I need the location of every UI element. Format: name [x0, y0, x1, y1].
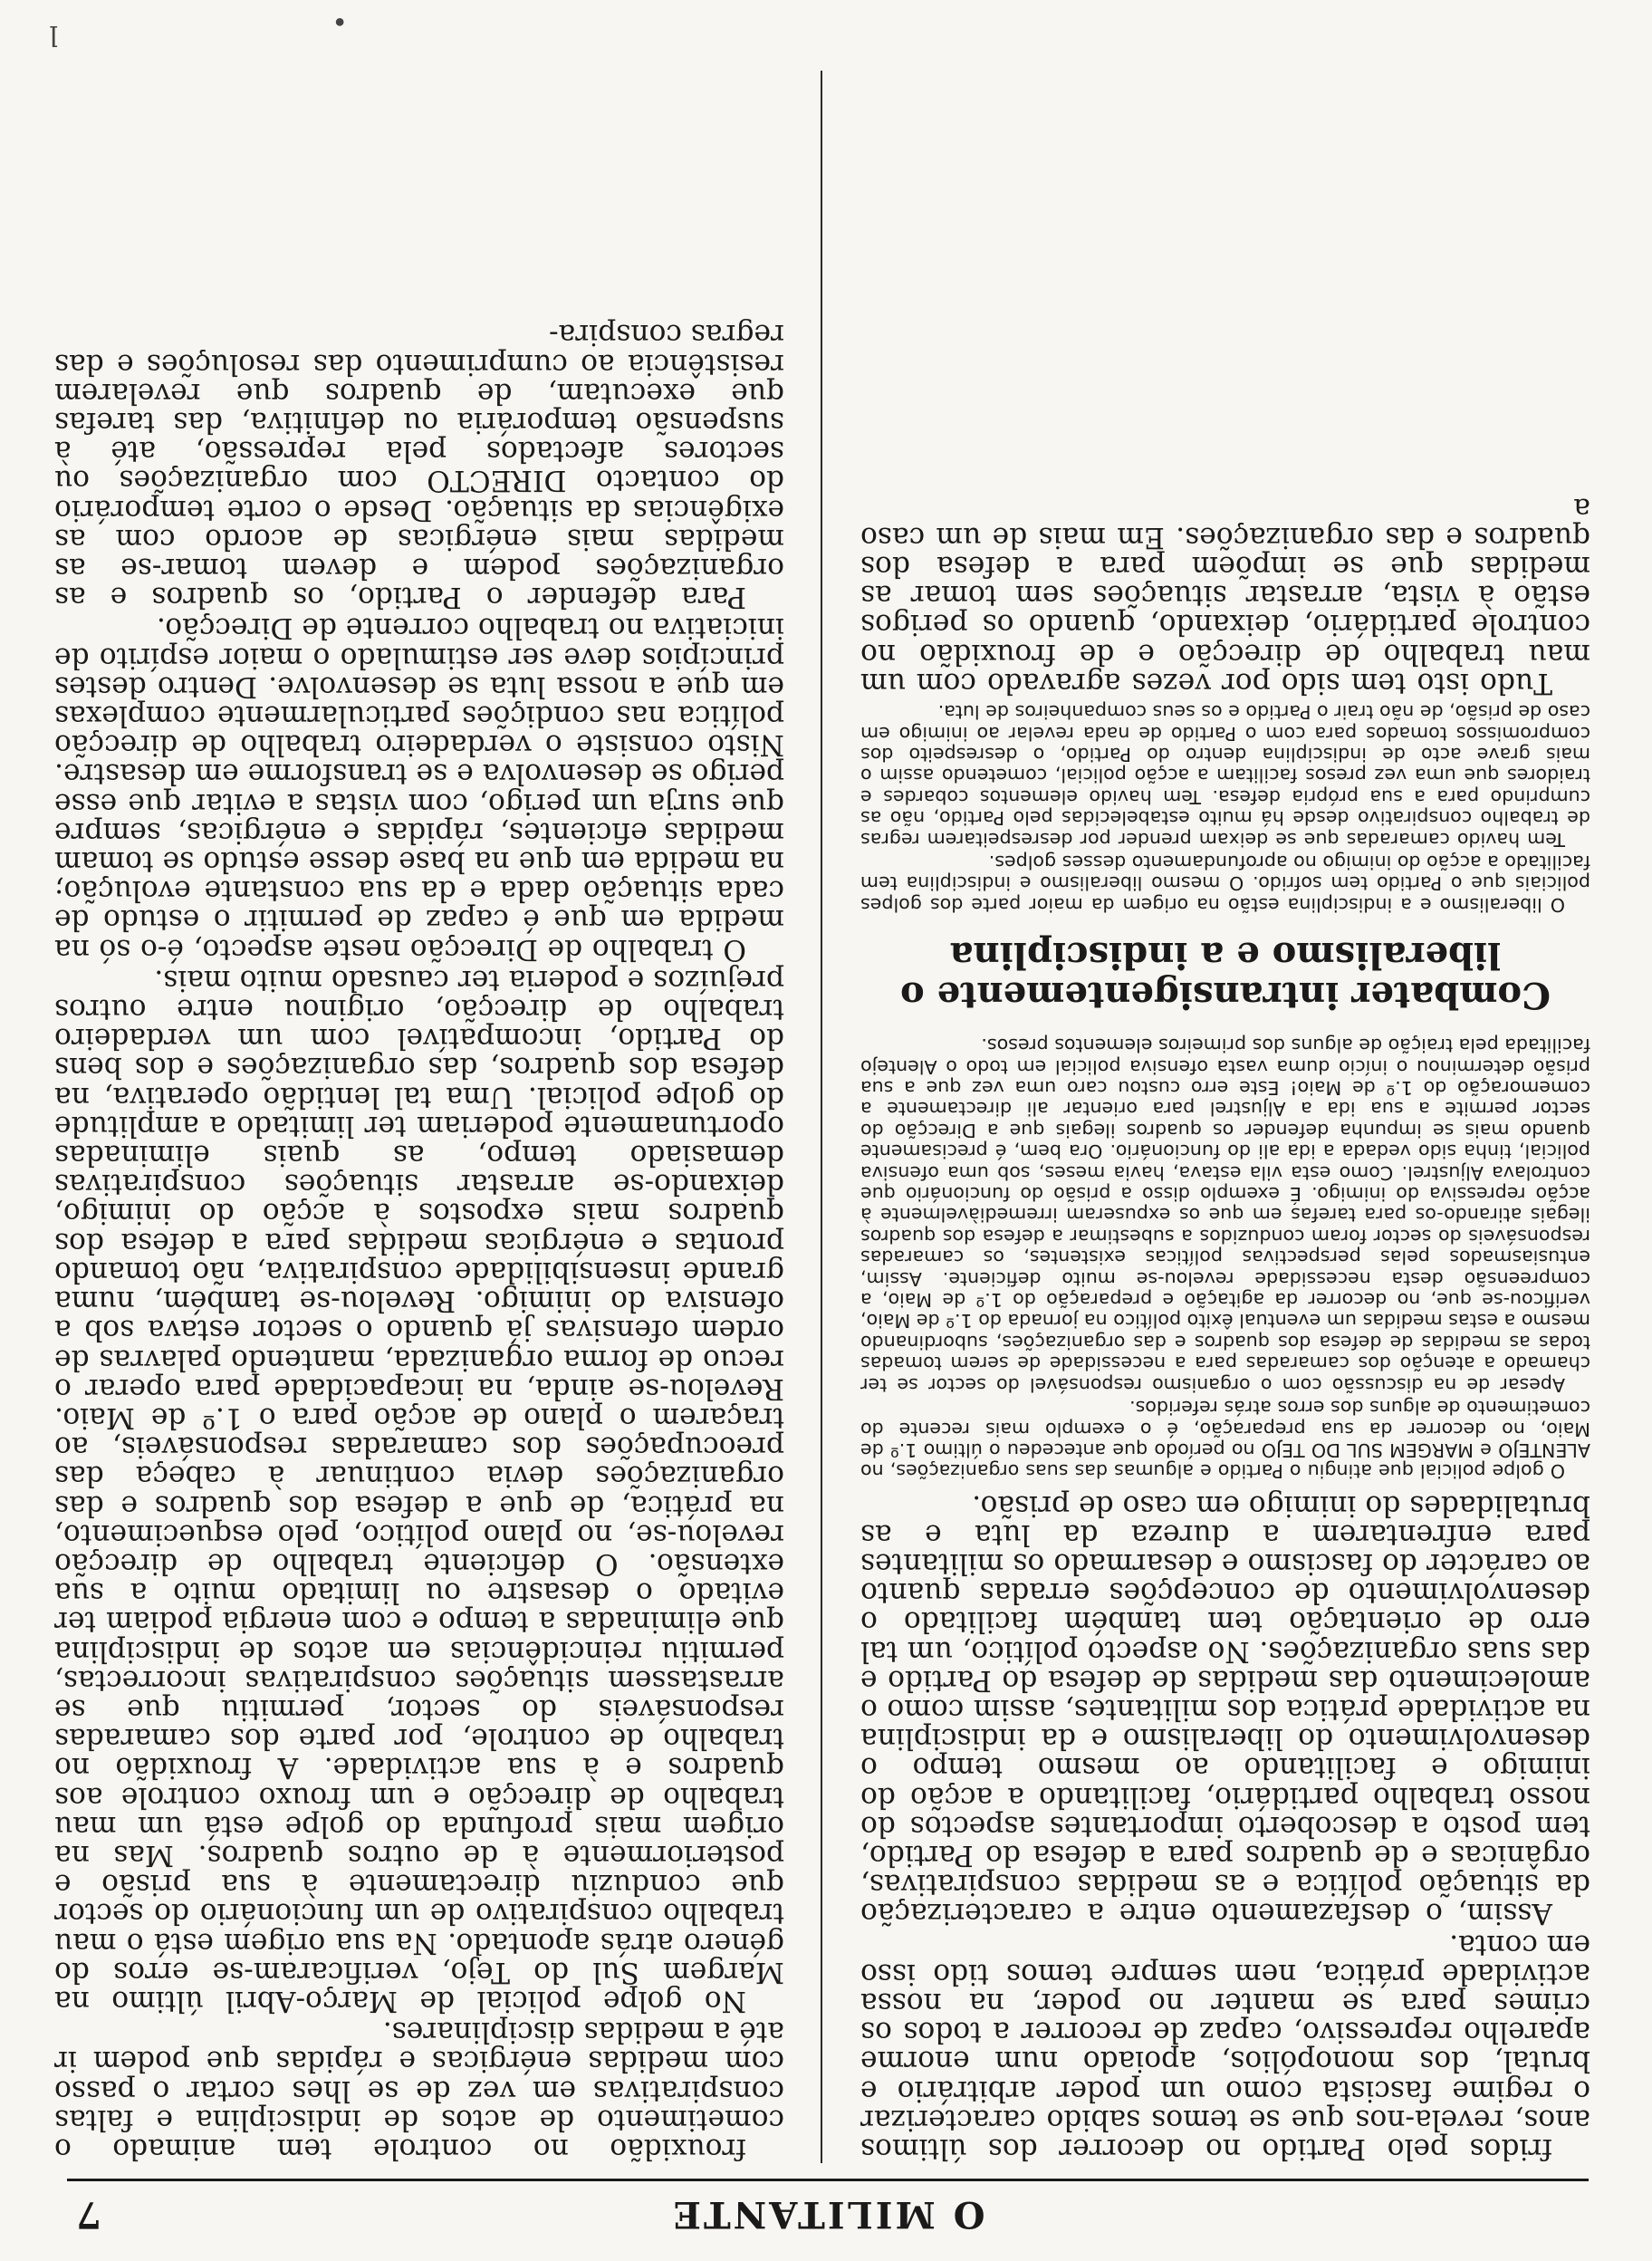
article-paragraph: No golpe policial de Março-Abril último na Margem Sul do Tejo, verificaram-se erros do género atrás apontado. Na sua origem está o mau trabalho conspirativo de um funcionário do sector que conduziu directamente à sua prisão e posteriormente à de outros quadros. Mas na origem mais profunda do golpe está um mau trabalho de direcção e um frouxo controle aos quadros e à sua actividade. A frouxidão no trabalho de controle, por parte dos camaradas responsáveis do sector, permitiu que se arrastassem situações conspirativas incorrectas, permitiu reincidências em actos de indisciplina que eliminadas a tempo e com energia podiam ter evitado o desastre ou limitado muito a sua extensão. O deficiente trabalho de direcção revelou-se, no plano político, pelo esquecimento, na prática, de que a defesa dos quadros e das organizações devia continuar à cabeça das preocupações dos camaradas responsáveis, ao traçarem o plano de acção para o 1.º de Maio. Revelou-se ainda, na incapacidade para operar o recuo de forma organizada, mantendo palavras de ordem ofensivas já quando o sector estava sob a ofensiva do inimigo. Revelou-se também, numa grande insensibilidade conspirativa, não tomando prontas e enérgicas medidas para a defesa dos quadros mais expostos à acção do inimigo, deixando-se arrastar situações conspirativas demasiado tempo, as quais eliminadas oportunamente poderiam ter limitado a amplitude do golpe policial. Uma tal lentidão operativa, na defesa dos quadros, das organizações e dos bens do Partido, incompatível com um verdadeiro trabalho de direcção, originou entre outros prejuízos e poderia ter causado muito mais. [54, 963, 784, 2017]
intro-note [860, 1034, 1590, 1482]
page-number: 7 [76, 2193, 101, 2236]
right-column [54, 320, 784, 2163]
column-divider [821, 71, 822, 2163]
note-paragraph: Apesar de na discussão com o organismo responsável do sector se ter chamado a atenção dos camaradas para a necessidade de serem tomadas todas as medidas de defesa dos quadros e das organizações, subordinando mesmo a estas medidas um eventual êxito político na jornada do 1.º de Maio, verificou-se que, no decorrer da agitação e preparação do 1.º de Maio, a compreensão desta necessidade revelou-se muito deficiente. Assim, entusiasmados pelas perspectivas políticas existentes, os camaradas responsáveis do sector foram conduzidos a subestimar a defesa dos quadros ilegais atirando-os para tarefas em que os expuseram irremediàvelmente à acção repressiva do inimigo. É exemplo disso a prisão do funcionário que controlava Aljustrel. Como esta vila estava, havia meses, sob uma ofensiva policial, tinha sido vedada a ida ali do funcionário. Ora bem, é precisamente quando mais se impunha defender os quadros ilegais que a Direcção do sector permite a sua ida a Aljustrel para orientar ali directamente a comemoração do 1.º de Maio! Este erro custou caro uma vez que a sua prisão determinou o início duma vasta ofensiva policial em todo o Alentejo facilitada pela traição de alguns dos primeiros elementos presos. [860, 1034, 1590, 1396]
article-paragraph: fridos pelo Partido no decorrer dos últimos anos, revela-nos que se temos sabido caracterizar o regime fascista como um poder arbitrário e brutal, dos monopólios, apoiado num enorme aparelho repressivo, capaz de recorrer a todos os crimes para se manter no poder, na nossa actividade prática, nem sempre temos tido isso em conta. [860, 1928, 1590, 2165]
section-note [860, 701, 1590, 915]
page-header [67, 2179, 1589, 2239]
note-paragraph: Tem havido camaradas que se deixam prender por desrespeitarem regras de trabalho conspirativo desde há muito estabelecidas pelo Partido, não as cumprindo para a sua própria defesa. Tem havido elementos cobardes e traidores que uma vez presos facilitam a acção policial, cometendo assim o mais grave acto de indisciplina dentro do Partido, o desrespeito dos compromissos tomados para com o Partido de nada revelar ao inimigo em caso de prisão, de não trair o Partido e os seus companheiros de luta. [860, 701, 1590, 851]
ink-mark: ⅼ [49, 19, 58, 51]
section-heading: Combater intransigentemente o liberalismo e a indisciplina [900, 933, 1551, 1016]
left-column [860, 493, 1590, 2163]
note-paragraph: O golpe policial que atingiu o Partido e algumas das suas organizações, no ALENTEJO e MARGEM SUL DO TEJO no período que antecedeu o último 1.º de Maio, no decorrer da sua preparação, é o exemplo mais recente do cometimento de alguns dos erros atrás referidos. [860, 1397, 1590, 1483]
article-paragraph: Para defender o Partido, os quadros e as organizações podem e devem tomar-se as medidas mais enérgicas de acordo com as exigências da situação. Desde o corte temporário do contacto DIRECTO com organizações ou sectores afectados pela repressão, até à suspensão temporária ou definitiva, das tarefas que executam, de quadros que revelarem resistência ao cumprimento das resoluções e das regras conspira- [54, 318, 784, 614]
article-paragraph: Assim, o desfazamento entre a caracterização da situação política e as medidas conspirativas, orgânicas e de quadros para a defesa do Partido, tem posto a descoberto importantes aspectos do nosso trabalho partidário, facilitando a acção do inimigo e facilitando ao mesmo tempo o desenvolvimento do liberalismo e da indisciplina na actividade prática dos militantes, assim como o amolecimento das medidas de defesa do Partido e das suas organizações. No aspecto político, um tal erro de orientação tem também facilitado o desenvolvimento de concepções erradas quanto ao carácter do fascismo e desarmado os militantes para enfrentarem a dureza da luta e as brutalidades do inimigo em caso de prisão. [860, 1488, 1590, 1930]
article-paragraph: frouxidão no controle tem animado o cometimento de actos de indisciplina e faltas conspirativas em vez de se lhes cortar o passo com medidas enérgicas e rápidas que podem ir até a medidas disciplinares. [54, 2016, 784, 2165]
note-paragraph: O liberalismo e a indisciplina estão na origem da maior parte dos golpes policiais que o Partido tem sofrido. O mesmo liberalismo e indisciplina tem facilitado a acção do inimigo no aprofundamento desses golpes. [860, 851, 1590, 916]
ink-mark: • [331, 5, 348, 36]
article-paragraph: Tudo isto tem sido por vezes agravado com um mau trabalho de direcção e de frouxidão no controle partidário, deixando, quando os perigos estão à vista, arrastar situações sem tomar as medidas que se impõem para a defesa dos quadros e das organizações. Em mais de um caso a [860, 491, 1590, 699]
article-paragraph: O trabalho de Direcção neste aspecto, é-o só na medida em que é capaz de permitir o estudo de cada situação dada e da sua constante evolução; na medida em que na base desse estudo se tomam medidas eficientes, rápidas e enérgicas, sempre que surja um perigo, com vistas a evitar que esse perigo se desenvolva e se transforme em desastre. Nisto consiste o verdadeiro trabalho de direcção política nas condições particularmente complexas em que a nossa luta se desenvolve. Dentro destes princípios deve ser estimulado o maior espírito de iniciativa no trabalho corrente de Direcção. [54, 611, 784, 966]
publication-title: O MILITANTE [670, 2193, 985, 2236]
